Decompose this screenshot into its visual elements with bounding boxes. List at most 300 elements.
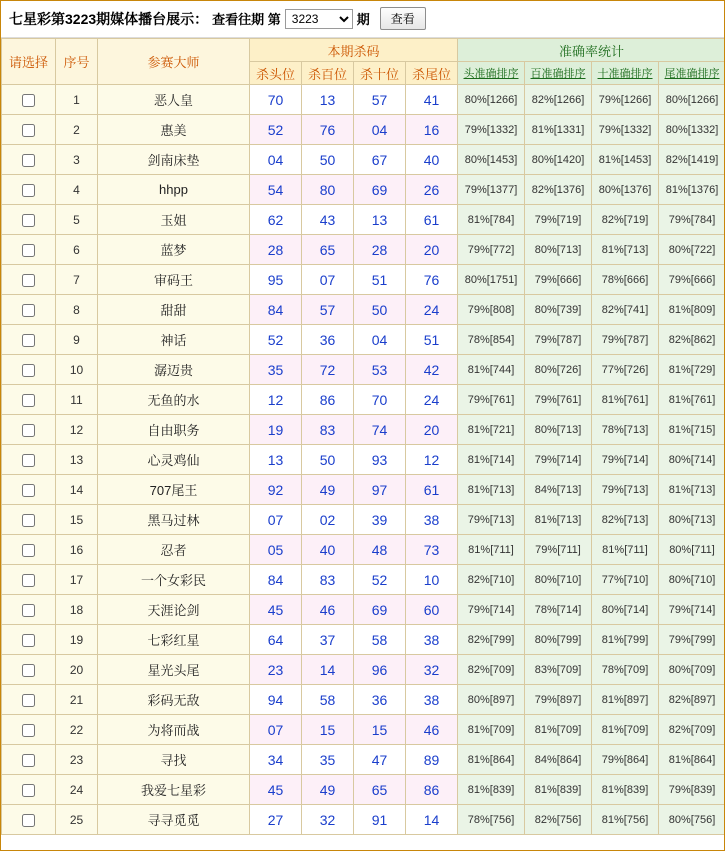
row-kill-0: 13 — [250, 445, 302, 475]
row-select-cell[interactable] — [2, 595, 56, 625]
row-kill-3: 61 — [406, 205, 458, 235]
row-rate-3: 80%[1332] — [659, 115, 725, 145]
row-select-checkbox[interactable] — [22, 604, 35, 617]
row-index: 6 — [56, 235, 98, 265]
row-rate-3: 81%[1376] — [659, 175, 725, 205]
row-select-checkbox[interactable] — [22, 424, 35, 437]
row-select-checkbox[interactable] — [22, 544, 35, 557]
row-select-cell[interactable] — [2, 685, 56, 715]
row-kill-3: 38 — [406, 625, 458, 655]
row-select-checkbox[interactable] — [22, 154, 35, 167]
period-label: 查看往期 第 — [212, 12, 281, 27]
row-kill-3: 24 — [406, 295, 458, 325]
row-kill-3: 41 — [406, 85, 458, 115]
row-kill-3: 51 — [406, 325, 458, 355]
row-rate-1: 79%[711] — [525, 535, 592, 565]
header-index: 序号 — [56, 39, 98, 85]
row-kill-0: 64 — [250, 625, 302, 655]
row-select-checkbox[interactable] — [22, 124, 35, 137]
row-rate-3: 79%[714] — [659, 595, 725, 625]
row-rate-2: 79%[714] — [592, 445, 659, 475]
header-rate-3[interactable]: 尾准确排序 — [659, 62, 725, 85]
row-kill-0: 62 — [250, 205, 302, 235]
row-rate-3: 80%[710] — [659, 565, 725, 595]
row-kill-1: 36 — [302, 325, 354, 355]
row-rate-1: 81%[713] — [525, 505, 592, 535]
row-rate-0: 81%[711] — [458, 535, 525, 565]
row-master-name[interactable]: 神话 — [98, 325, 250, 355]
row-select-checkbox[interactable] — [22, 484, 35, 497]
row-index: 12 — [56, 415, 98, 445]
row-select-cell[interactable] — [2, 205, 56, 235]
row-kill-0: 07 — [250, 715, 302, 745]
period-select[interactable] — [285, 9, 353, 29]
row-select-cell[interactable] — [2, 445, 56, 475]
row-select-checkbox[interactable] — [22, 514, 35, 527]
row-rate-0: 81%[839] — [458, 775, 525, 805]
table-header — [2, 39, 725, 85]
row-rate-0: 82%[709] — [458, 655, 525, 685]
row-select-checkbox[interactable] — [22, 334, 35, 347]
row-rate-3: 82%[709] — [659, 715, 725, 745]
row-index: 7 — [56, 265, 98, 295]
row-kill-1: 50 — [302, 445, 354, 475]
row-kill-1: 57 — [302, 295, 354, 325]
row-select-cell[interactable] — [2, 175, 56, 205]
row-select-cell[interactable] — [2, 265, 56, 295]
row-select-cell[interactable] — [2, 565, 56, 595]
row-rate-3: 81%[729] — [659, 355, 725, 385]
row-rate-3: 79%[799] — [659, 625, 725, 655]
row-index: 17 — [56, 565, 98, 595]
row-master-name[interactable]: 天涯论剑 — [98, 595, 250, 625]
row-rate-3: 79%[839] — [659, 775, 725, 805]
row-master-name[interactable]: 寻找 — [98, 745, 250, 775]
table-row — [2, 265, 725, 295]
header-choose: 请选择 — [2, 39, 56, 85]
table-row — [2, 805, 725, 835]
row-rate-2: 82%[719] — [592, 205, 659, 235]
table-row — [2, 535, 725, 565]
period-suffix: 期 — [356, 12, 370, 27]
row-rate-1: 80%[713] — [525, 415, 592, 445]
row-kill-2: 04 — [354, 115, 406, 145]
header-kill-1: 杀百位 — [302, 62, 354, 85]
row-master-name[interactable]: 为将而战 — [98, 715, 250, 745]
row-rate-0: 79%[772] — [458, 235, 525, 265]
row-master-name[interactable]: 蓝梦 — [98, 235, 250, 265]
row-kill-0: 12 — [250, 385, 302, 415]
row-index: 21 — [56, 685, 98, 715]
row-rate-1: 80%[739] — [525, 295, 592, 325]
row-select-cell[interactable] — [2, 145, 56, 175]
table-row — [2, 295, 725, 325]
row-kill-3: 42 — [406, 355, 458, 385]
row-index: 24 — [56, 775, 98, 805]
row-kill-2: 53 — [354, 355, 406, 385]
row-kill-1: 50 — [302, 145, 354, 175]
row-rate-3: 79%[666] — [659, 265, 725, 295]
row-select-cell[interactable] — [2, 625, 56, 655]
row-rate-3: 82%[1419] — [659, 145, 725, 175]
row-rate-2: 81%[839] — [592, 775, 659, 805]
row-rate-2: 78%[666] — [592, 265, 659, 295]
row-select-cell[interactable] — [2, 355, 56, 385]
row-kill-0: 52 — [250, 325, 302, 355]
header-kill-3: 杀尾位 — [406, 62, 458, 85]
row-master-name[interactable]: 潺迈贵 — [98, 355, 250, 385]
row-master-name[interactable]: 审码王 — [98, 265, 250, 295]
row-index: 23 — [56, 745, 98, 775]
row-kill-1: 72 — [302, 355, 354, 385]
row-master-name[interactable]: 七彩红星 — [98, 625, 250, 655]
row-rate-0: 80%[1751] — [458, 265, 525, 295]
row-rate-1: 84%[713] — [525, 475, 592, 505]
header-kill-2: 杀十位 — [354, 62, 406, 85]
row-select-checkbox[interactable] — [22, 574, 35, 587]
row-rate-0: 81%[864] — [458, 745, 525, 775]
row-rate-2: 81%[1453] — [592, 145, 659, 175]
row-index: 5 — [56, 205, 98, 235]
row-kill-2: 48 — [354, 535, 406, 565]
table-row — [2, 565, 725, 595]
row-kill-0: 34 — [250, 745, 302, 775]
row-select-cell[interactable] — [2, 235, 56, 265]
row-rate-1: 80%[726] — [525, 355, 592, 385]
row-kill-0: 28 — [250, 235, 302, 265]
table-row — [2, 175, 725, 205]
row-index: 2 — [56, 115, 98, 145]
row-rate-3: 80%[709] — [659, 655, 725, 685]
row-kill-1: 86 — [302, 385, 354, 415]
row-rate-2: 78%[713] — [592, 415, 659, 445]
row-rate-3: 80%[722] — [659, 235, 725, 265]
row-select-cell[interactable] — [2, 115, 56, 145]
row-kill-2: 28 — [354, 235, 406, 265]
row-kill-2: 69 — [354, 175, 406, 205]
row-rate-2: 81%[711] — [592, 535, 659, 565]
row-rate-1: 82%[1376] — [525, 175, 592, 205]
row-select-checkbox[interactable] — [22, 814, 35, 827]
row-rate-0: 81%[714] — [458, 445, 525, 475]
row-rate-2: 79%[787] — [592, 325, 659, 355]
row-kill-3: 38 — [406, 505, 458, 535]
row-select-checkbox[interactable] — [22, 364, 35, 377]
row-rate-2: 79%[1332] — [592, 115, 659, 145]
row-kill-1: 65 — [302, 235, 354, 265]
row-kill-2: 04 — [354, 325, 406, 355]
row-master-name[interactable]: 忍者 — [98, 535, 250, 565]
row-rate-3: 81%[715] — [659, 415, 725, 445]
row-kill-1: 49 — [302, 775, 354, 805]
row-select-cell[interactable] — [2, 535, 56, 565]
row-select-cell[interactable] — [2, 505, 56, 535]
row-index: 20 — [56, 655, 98, 685]
row-kill-3: 38 — [406, 685, 458, 715]
table-row — [2, 205, 725, 235]
row-rate-0: 78%[854] — [458, 325, 525, 355]
row-kill-3: 14 — [406, 805, 458, 835]
row-master-name[interactable]: 707尾王 — [98, 475, 250, 505]
row-rate-2: 81%[761] — [592, 385, 659, 415]
row-master-name[interactable]: 玉姐 — [98, 205, 250, 235]
header-rate-1[interactable]: 百准确排序 — [525, 62, 592, 85]
row-master-name[interactable]: 剑南床垫 — [98, 145, 250, 175]
row-rate-1: 80%[713] — [525, 235, 592, 265]
row-kill-0: 84 — [250, 565, 302, 595]
row-index: 22 — [56, 715, 98, 745]
row-kill-1: 43 — [302, 205, 354, 235]
row-select-cell[interactable] — [2, 655, 56, 685]
row-select-checkbox[interactable] — [22, 724, 35, 737]
row-kill-0: 04 — [250, 145, 302, 175]
row-index: 3 — [56, 145, 98, 175]
row-rate-0: 81%[784] — [458, 205, 525, 235]
row-select-cell[interactable] — [2, 295, 56, 325]
row-rate-0: 81%[744] — [458, 355, 525, 385]
table-row — [2, 745, 725, 775]
table-row — [2, 355, 725, 385]
row-select-checkbox[interactable] — [22, 784, 35, 797]
row-kill-0: 95 — [250, 265, 302, 295]
view-button[interactable]: 查看 — [380, 7, 426, 30]
row-rate-0: 79%[1332] — [458, 115, 525, 145]
row-kill-1: 15 — [302, 715, 354, 745]
table-row — [2, 595, 725, 625]
row-kill-3: 20 — [406, 235, 458, 265]
header-row-groups — [2, 39, 725, 62]
row-rate-3: 81%[809] — [659, 295, 725, 325]
row-kill-0: 45 — [250, 595, 302, 625]
row-rate-0: 81%[709] — [458, 715, 525, 745]
row-kill-1: 13 — [302, 85, 354, 115]
row-index: 4 — [56, 175, 98, 205]
row-rate-3: 80%[1266] — [659, 85, 725, 115]
row-kill-0: 27 — [250, 805, 302, 835]
row-kill-3: 10 — [406, 565, 458, 595]
row-rate-1: 79%[714] — [525, 445, 592, 475]
row-index: 1 — [56, 85, 98, 115]
row-rate-0: 78%[756] — [458, 805, 525, 835]
row-kill-3: 32 — [406, 655, 458, 685]
row-kill-1: 76 — [302, 115, 354, 145]
row-select-cell[interactable] — [2, 745, 56, 775]
row-master-name[interactable]: 寻寻觅觅 — [98, 805, 250, 835]
row-index: 8 — [56, 295, 98, 325]
table-row — [2, 445, 725, 475]
row-select-checkbox[interactable] — [22, 754, 35, 767]
row-kill-2: 13 — [354, 205, 406, 235]
row-select-cell[interactable] — [2, 385, 56, 415]
row-select-cell[interactable] — [2, 775, 56, 805]
row-kill-1: 07 — [302, 265, 354, 295]
row-rate-1: 79%[666] — [525, 265, 592, 295]
row-rate-1: 82%[1266] — [525, 85, 592, 115]
row-rate-0: 79%[1377] — [458, 175, 525, 205]
row-select-checkbox[interactable] — [22, 274, 35, 287]
row-kill-2: 69 — [354, 595, 406, 625]
row-kill-1: 49 — [302, 475, 354, 505]
header-rate-2[interactable]: 十准确排序 — [592, 62, 659, 85]
row-kill-2: 65 — [354, 775, 406, 805]
table-row — [2, 775, 725, 805]
table-row — [2, 625, 725, 655]
row-kill-1: 32 — [302, 805, 354, 835]
row-index: 13 — [56, 445, 98, 475]
row-select-cell[interactable] — [2, 475, 56, 505]
row-kill-2: 67 — [354, 145, 406, 175]
row-kill-2: 70 — [354, 385, 406, 415]
row-kill-3: 60 — [406, 595, 458, 625]
row-index: 15 — [56, 505, 98, 535]
table-row — [2, 655, 725, 685]
row-kill-2: 50 — [354, 295, 406, 325]
table-row — [2, 475, 725, 505]
row-rate-3: 80%[711] — [659, 535, 725, 565]
row-select-checkbox[interactable] — [22, 634, 35, 647]
row-select-cell[interactable] — [2, 715, 56, 745]
row-kill-3: 26 — [406, 175, 458, 205]
row-rate-1: 81%[839] — [525, 775, 592, 805]
row-master-name[interactable]: hhpp — [98, 175, 250, 205]
row-kill-2: 93 — [354, 445, 406, 475]
row-kill-2: 96 — [354, 655, 406, 685]
row-master-name[interactable]: 一个女彩民 — [98, 565, 250, 595]
row-rate-3: 79%[784] — [659, 205, 725, 235]
row-master-name[interactable]: 我爱七星彩 — [98, 775, 250, 805]
row-kill-2: 15 — [354, 715, 406, 745]
table-row — [2, 235, 725, 265]
row-master-name[interactable]: 甜甜 — [98, 295, 250, 325]
row-kill-3: 40 — [406, 145, 458, 175]
row-rate-1: 78%[714] — [525, 595, 592, 625]
row-select-checkbox[interactable] — [22, 244, 35, 257]
row-kill-3: 89 — [406, 745, 458, 775]
header-kill-group: 本期杀码 — [250, 39, 458, 62]
row-kill-0: 45 — [250, 775, 302, 805]
row-rate-1: 80%[710] — [525, 565, 592, 595]
row-kill-1: 83 — [302, 565, 354, 595]
row-select-checkbox[interactable] — [22, 454, 35, 467]
row-index: 16 — [56, 535, 98, 565]
row-rate-3: 81%[761] — [659, 385, 725, 415]
row-rate-0: 79%[714] — [458, 595, 525, 625]
row-master-name[interactable]: 无鱼的水 — [98, 385, 250, 415]
row-rate-1: 79%[761] — [525, 385, 592, 415]
row-rate-2: 81%[713] — [592, 235, 659, 265]
row-select-checkbox[interactable] — [22, 304, 35, 317]
row-select-checkbox[interactable] — [22, 214, 35, 227]
row-rate-2: 81%[897] — [592, 685, 659, 715]
row-kill-0: 92 — [250, 475, 302, 505]
row-kill-3: 20 — [406, 415, 458, 445]
row-kill-3: 46 — [406, 715, 458, 745]
row-index: 10 — [56, 355, 98, 385]
row-kill-3: 16 — [406, 115, 458, 145]
row-kill-1: 83 — [302, 415, 354, 445]
row-rate-2: 78%[709] — [592, 655, 659, 685]
row-rate-0: 80%[1453] — [458, 145, 525, 175]
row-master-name[interactable]: 惠美 — [98, 115, 250, 145]
row-master-name[interactable]: 黑马过林 — [98, 505, 250, 535]
header-rate-0[interactable]: 头准确排序 — [458, 62, 525, 85]
header-kill-0: 杀头位 — [250, 62, 302, 85]
row-rate-0: 79%[713] — [458, 505, 525, 535]
row-rate-3: 80%[714] — [659, 445, 725, 475]
row-kill-0: 84 — [250, 295, 302, 325]
row-master-name[interactable]: 恶人皇 — [98, 85, 250, 115]
row-kill-1: 80 — [302, 175, 354, 205]
row-kill-0: 05 — [250, 535, 302, 565]
row-select-checkbox[interactable] — [22, 184, 35, 197]
table-row — [2, 145, 725, 175]
row-select-cell[interactable] — [2, 325, 56, 355]
table-row — [2, 385, 725, 415]
row-index: 14 — [56, 475, 98, 505]
row-index: 25 — [56, 805, 98, 835]
row-select-cell[interactable] — [2, 415, 56, 445]
row-master-name[interactable]: 心灵鸡仙 — [98, 445, 250, 475]
row-rate-3: 82%[897] — [659, 685, 725, 715]
row-kill-0: 19 — [250, 415, 302, 445]
header-master: 参赛大师 — [98, 39, 250, 85]
row-rate-2: 77%[710] — [592, 565, 659, 595]
row-kill-2: 39 — [354, 505, 406, 535]
row-kill-3: 86 — [406, 775, 458, 805]
row-master-name[interactable]: 星光头尾 — [98, 655, 250, 685]
row-select-checkbox[interactable] — [22, 694, 35, 707]
row-rate-2: 81%[799] — [592, 625, 659, 655]
row-rate-3: 82%[862] — [659, 325, 725, 355]
row-kill-2: 57 — [354, 85, 406, 115]
row-rate-3: 81%[713] — [659, 475, 725, 505]
row-select-cell[interactable] — [2, 805, 56, 835]
row-kill-0: 54 — [250, 175, 302, 205]
row-select-checkbox[interactable] — [22, 94, 35, 107]
row-rate-1: 83%[709] — [525, 655, 592, 685]
row-kill-1: 14 — [302, 655, 354, 685]
row-kill-2: 58 — [354, 625, 406, 655]
row-kill-2: 47 — [354, 745, 406, 775]
row-select-checkbox[interactable] — [22, 394, 35, 407]
row-kill-1: 58 — [302, 685, 354, 715]
row-kill-3: 76 — [406, 265, 458, 295]
row-kill-1: 37 — [302, 625, 354, 655]
row-rate-2: 80%[714] — [592, 595, 659, 625]
table-row — [2, 325, 725, 355]
row-rate-0: 81%[713] — [458, 475, 525, 505]
table-body — [2, 85, 725, 835]
row-master-name[interactable]: 自由职务 — [98, 415, 250, 445]
row-kill-0: 94 — [250, 685, 302, 715]
row-kill-2: 74 — [354, 415, 406, 445]
row-index: 19 — [56, 625, 98, 655]
row-kill-2: 52 — [354, 565, 406, 595]
row-rate-1: 81%[1331] — [525, 115, 592, 145]
row-rate-2: 81%[756] — [592, 805, 659, 835]
row-rate-1: 79%[897] — [525, 685, 592, 715]
row-rate-1: 79%[787] — [525, 325, 592, 355]
row-rate-0: 80%[897] — [458, 685, 525, 715]
row-kill-1: 35 — [302, 745, 354, 775]
row-select-checkbox[interactable] — [22, 664, 35, 677]
row-kill-2: 51 — [354, 265, 406, 295]
row-rate-3: 80%[713] — [659, 505, 725, 535]
row-select-cell[interactable] — [2, 85, 56, 115]
header-rate-group: 准确率统计 — [458, 39, 725, 62]
row-master-name[interactable]: 彩码无敌 — [98, 685, 250, 715]
row-index: 11 — [56, 385, 98, 415]
